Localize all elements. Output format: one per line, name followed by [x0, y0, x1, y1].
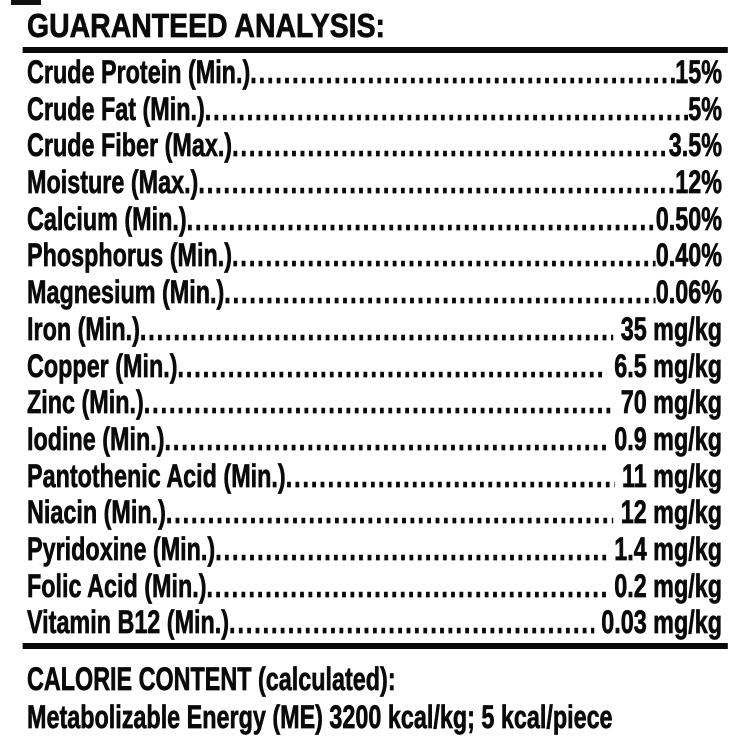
dot-leader [165, 421, 607, 458]
analysis-row [27, 568, 722, 605]
nutrition-label-sheet [0, 9, 750, 735]
analysis-row [27, 458, 722, 495]
section-divider-rule [23, 643, 728, 649]
analysis-rows [27, 54, 722, 641]
analysis-row [27, 54, 722, 91]
nutrient-label: Magnesium (Min.) [27, 274, 225, 311]
dot-leader [224, 274, 655, 311]
title-underline-rule [23, 47, 728, 53]
nutrient-value: 0.06% [655, 274, 722, 311]
nutrient-value: 0.9 mg/kg [614, 420, 722, 457]
analysis-row [27, 91, 722, 128]
nutrient-value: 12 mg/kg [620, 494, 722, 531]
nutrient-value: 5% [688, 90, 722, 127]
nutrient-value: 35 mg/kg [620, 310, 722, 347]
nutrient-value: 12% [675, 164, 722, 201]
nutrient-label: Pyridoxine (Min.) [27, 530, 216, 567]
dot-leader [232, 127, 669, 164]
nutrient-label: Calcium (Min.) [27, 200, 187, 237]
analysis-row [27, 604, 722, 641]
nutrient-value: 6.5 mg/kg [614, 347, 722, 384]
analysis-row [27, 237, 722, 274]
analysis-row [27, 421, 722, 458]
dot-leader [144, 384, 614, 421]
guaranteed-analysis-title-text: GUARANTEED ANALYSIS: [27, 7, 386, 44]
analysis-row [27, 164, 722, 201]
dot-leader [205, 91, 688, 128]
dot-leader [229, 604, 594, 641]
nutrient-value: 70 mg/kg [620, 384, 722, 421]
nutrient-label: Crude Fat (Min.) [27, 90, 205, 127]
nutrient-label: Phosphorus (Min.) [27, 237, 233, 274]
dot-leader [232, 237, 656, 274]
analysis-row [27, 384, 722, 421]
analysis-row [27, 127, 722, 164]
nutrient-value: 0.50% [655, 200, 722, 237]
nutrient-label: Niacin (Min.) [27, 494, 166, 531]
analysis-row [27, 348, 722, 385]
nutrient-label: Crude Fiber (Max.) [27, 127, 233, 164]
nutrient-label: Pantothenic Acid (Min.) [27, 457, 286, 494]
nutrient-value: 1.4 mg/kg [614, 530, 722, 567]
dot-leader [178, 348, 607, 385]
nutrient-label: Iron (Min.) [27, 310, 140, 347]
dot-leader [198, 164, 675, 201]
analysis-row [27, 311, 722, 348]
dot-leader [166, 494, 614, 531]
calorie-content-title: CALORIE CONTENT (calculated): [27, 661, 396, 697]
nutrient-label: Iodine (Min.) [27, 420, 165, 457]
nutrient-value: 0.2 mg/kg [614, 567, 722, 604]
nutrient-label: Crude Protein (Min.) [27, 54, 251, 90]
analysis-row [27, 531, 722, 568]
nutrient-label: Vitamin B12 (Min.) [27, 604, 230, 641]
analysis-row [27, 274, 722, 311]
nutrient-label: Moisture (Max.) [27, 164, 199, 201]
dot-leader [215, 531, 607, 568]
dot-leader [250, 54, 675, 91]
nutrient-value: 15% [675, 54, 722, 90]
nutrient-value: 0.40% [655, 237, 722, 274]
dot-leader [207, 568, 607, 605]
calorie-content-line: Metabolizable Energy (ME) 3200 kcal/kg; 5 kcal/piece [27, 699, 613, 735]
dot-leader [140, 311, 614, 348]
nutrient-label: Folic Acid (Min.) [27, 567, 207, 604]
dot-leader [187, 201, 656, 238]
nutrient-value: 3.5% [668, 127, 722, 164]
top-crop-artifact [11, 0, 41, 5]
nutrient-label: Zinc (Min.) [27, 384, 144, 421]
nutrient-value: 0.03 mg/kg [601, 604, 722, 641]
nutrient-label: Copper (Min.) [27, 347, 178, 384]
analysis-row [27, 494, 722, 531]
analysis-row [27, 201, 722, 238]
nutrient-value: 11 mg/kg [621, 457, 722, 494]
dot-leader [286, 458, 615, 495]
guaranteed-analysis-title [27, 9, 722, 43]
